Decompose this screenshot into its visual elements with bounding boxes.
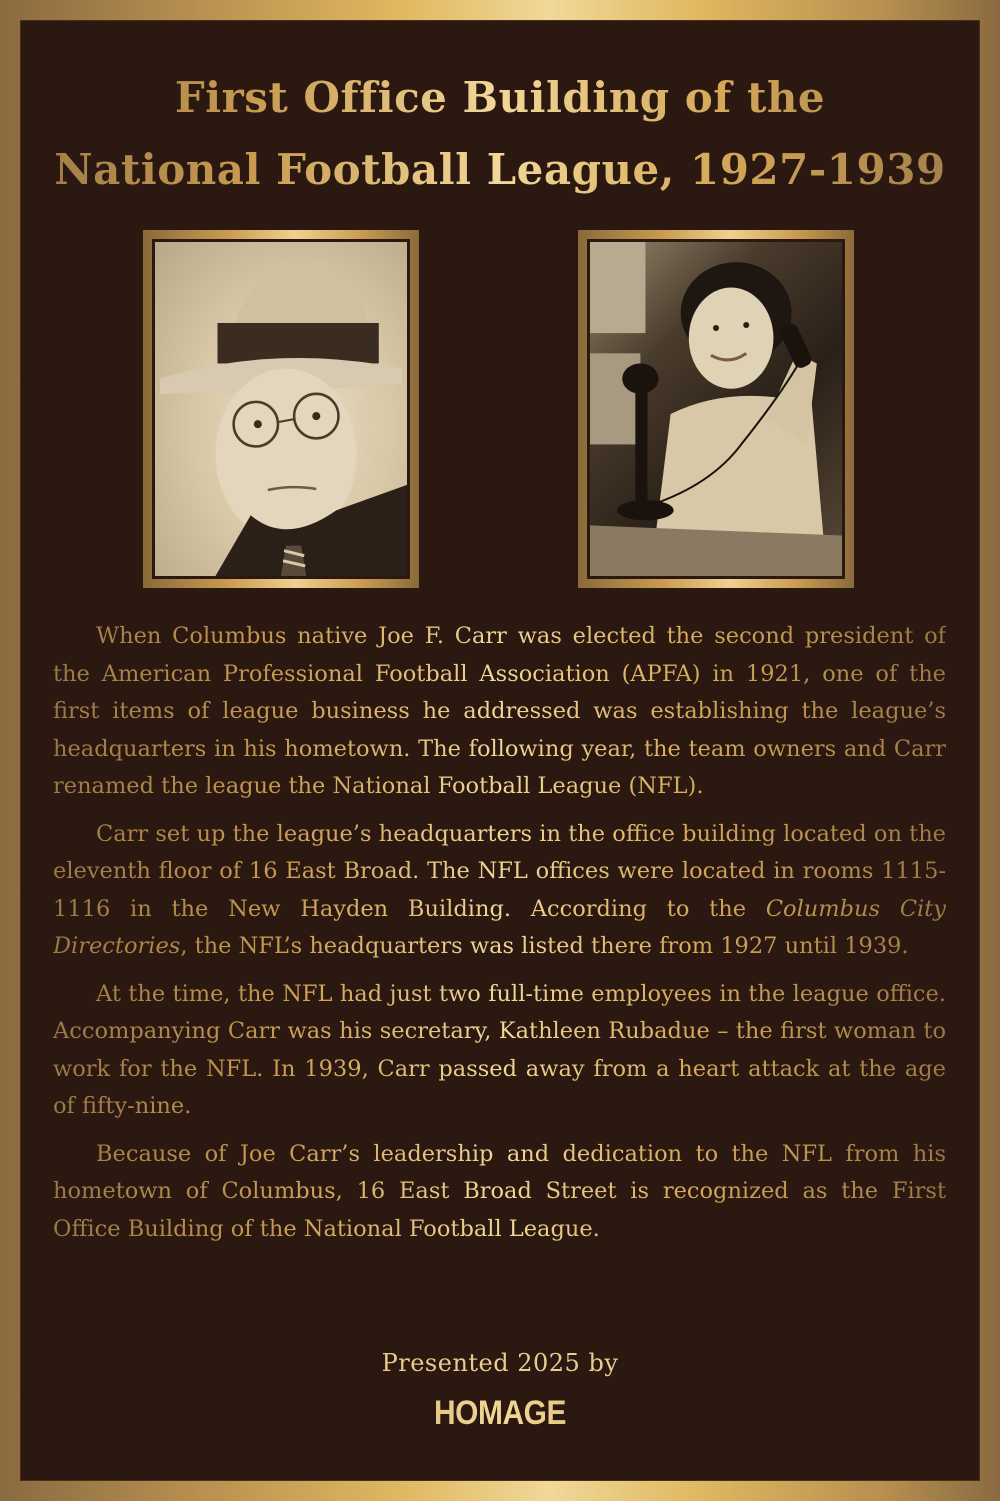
paragraph-3: At the time, the NFL had just two full-time employees in the league office. Accompanying Carr was his secretary, Kathleen Rubadue – the first woman to work for the NFL. In 1939, Carr passed away from a heart attack at the age of fifty-nine. [53, 976, 946, 1126]
paragraph-2-italic-title: Columbus City Directories [53, 895, 946, 959]
photo-frame-joe-carr [143, 230, 419, 588]
paragraph-1: When Columbus native Joe F. Carr was elected the second president of the American Professional Football Association (APFA) in 1921, one of the first items of league business he addressed was establishing the league’s headquarters in his hometown. The following year, the team owners and Carr renamed the league the National Football League (NFL). [53, 618, 946, 806]
paragraph-4: Because of Joe Carr’s leadership and dedication to the NFL from his hometown of Columbus, 16 East Broad Street is recognized as the First Office Building of the National Football League. [53, 1136, 946, 1249]
portrait-photo-icon [155, 242, 407, 576]
paragraph-2 [53, 816, 946, 966]
plaque-body [53, 618, 946, 1258]
paragraph-2-text: Carr set up the league’s headquarters in the office building located on the eleventh floor of 16 East Broad. The NFL offices were located in rooms 1115-1116 in the New Hayden Building. According to the [53, 820, 946, 922]
presented-by-text: Presented 2025 by [381, 1349, 619, 1377]
portrait-photo-icon [590, 242, 842, 576]
title-line-1: First Office Building of the [0, 62, 1000, 134]
photo-frame-kathleen-rubadue [578, 230, 854, 588]
plaque-title [0, 62, 1000, 206]
paragraph-2-text-end: , the NFL’s headquarters was listed there from 1927 until 1939. [180, 933, 909, 959]
homage-logo: HOMAGE [60, 1393, 940, 1433]
title-line-2: National Football League, 1927-1939 [0, 134, 1000, 206]
